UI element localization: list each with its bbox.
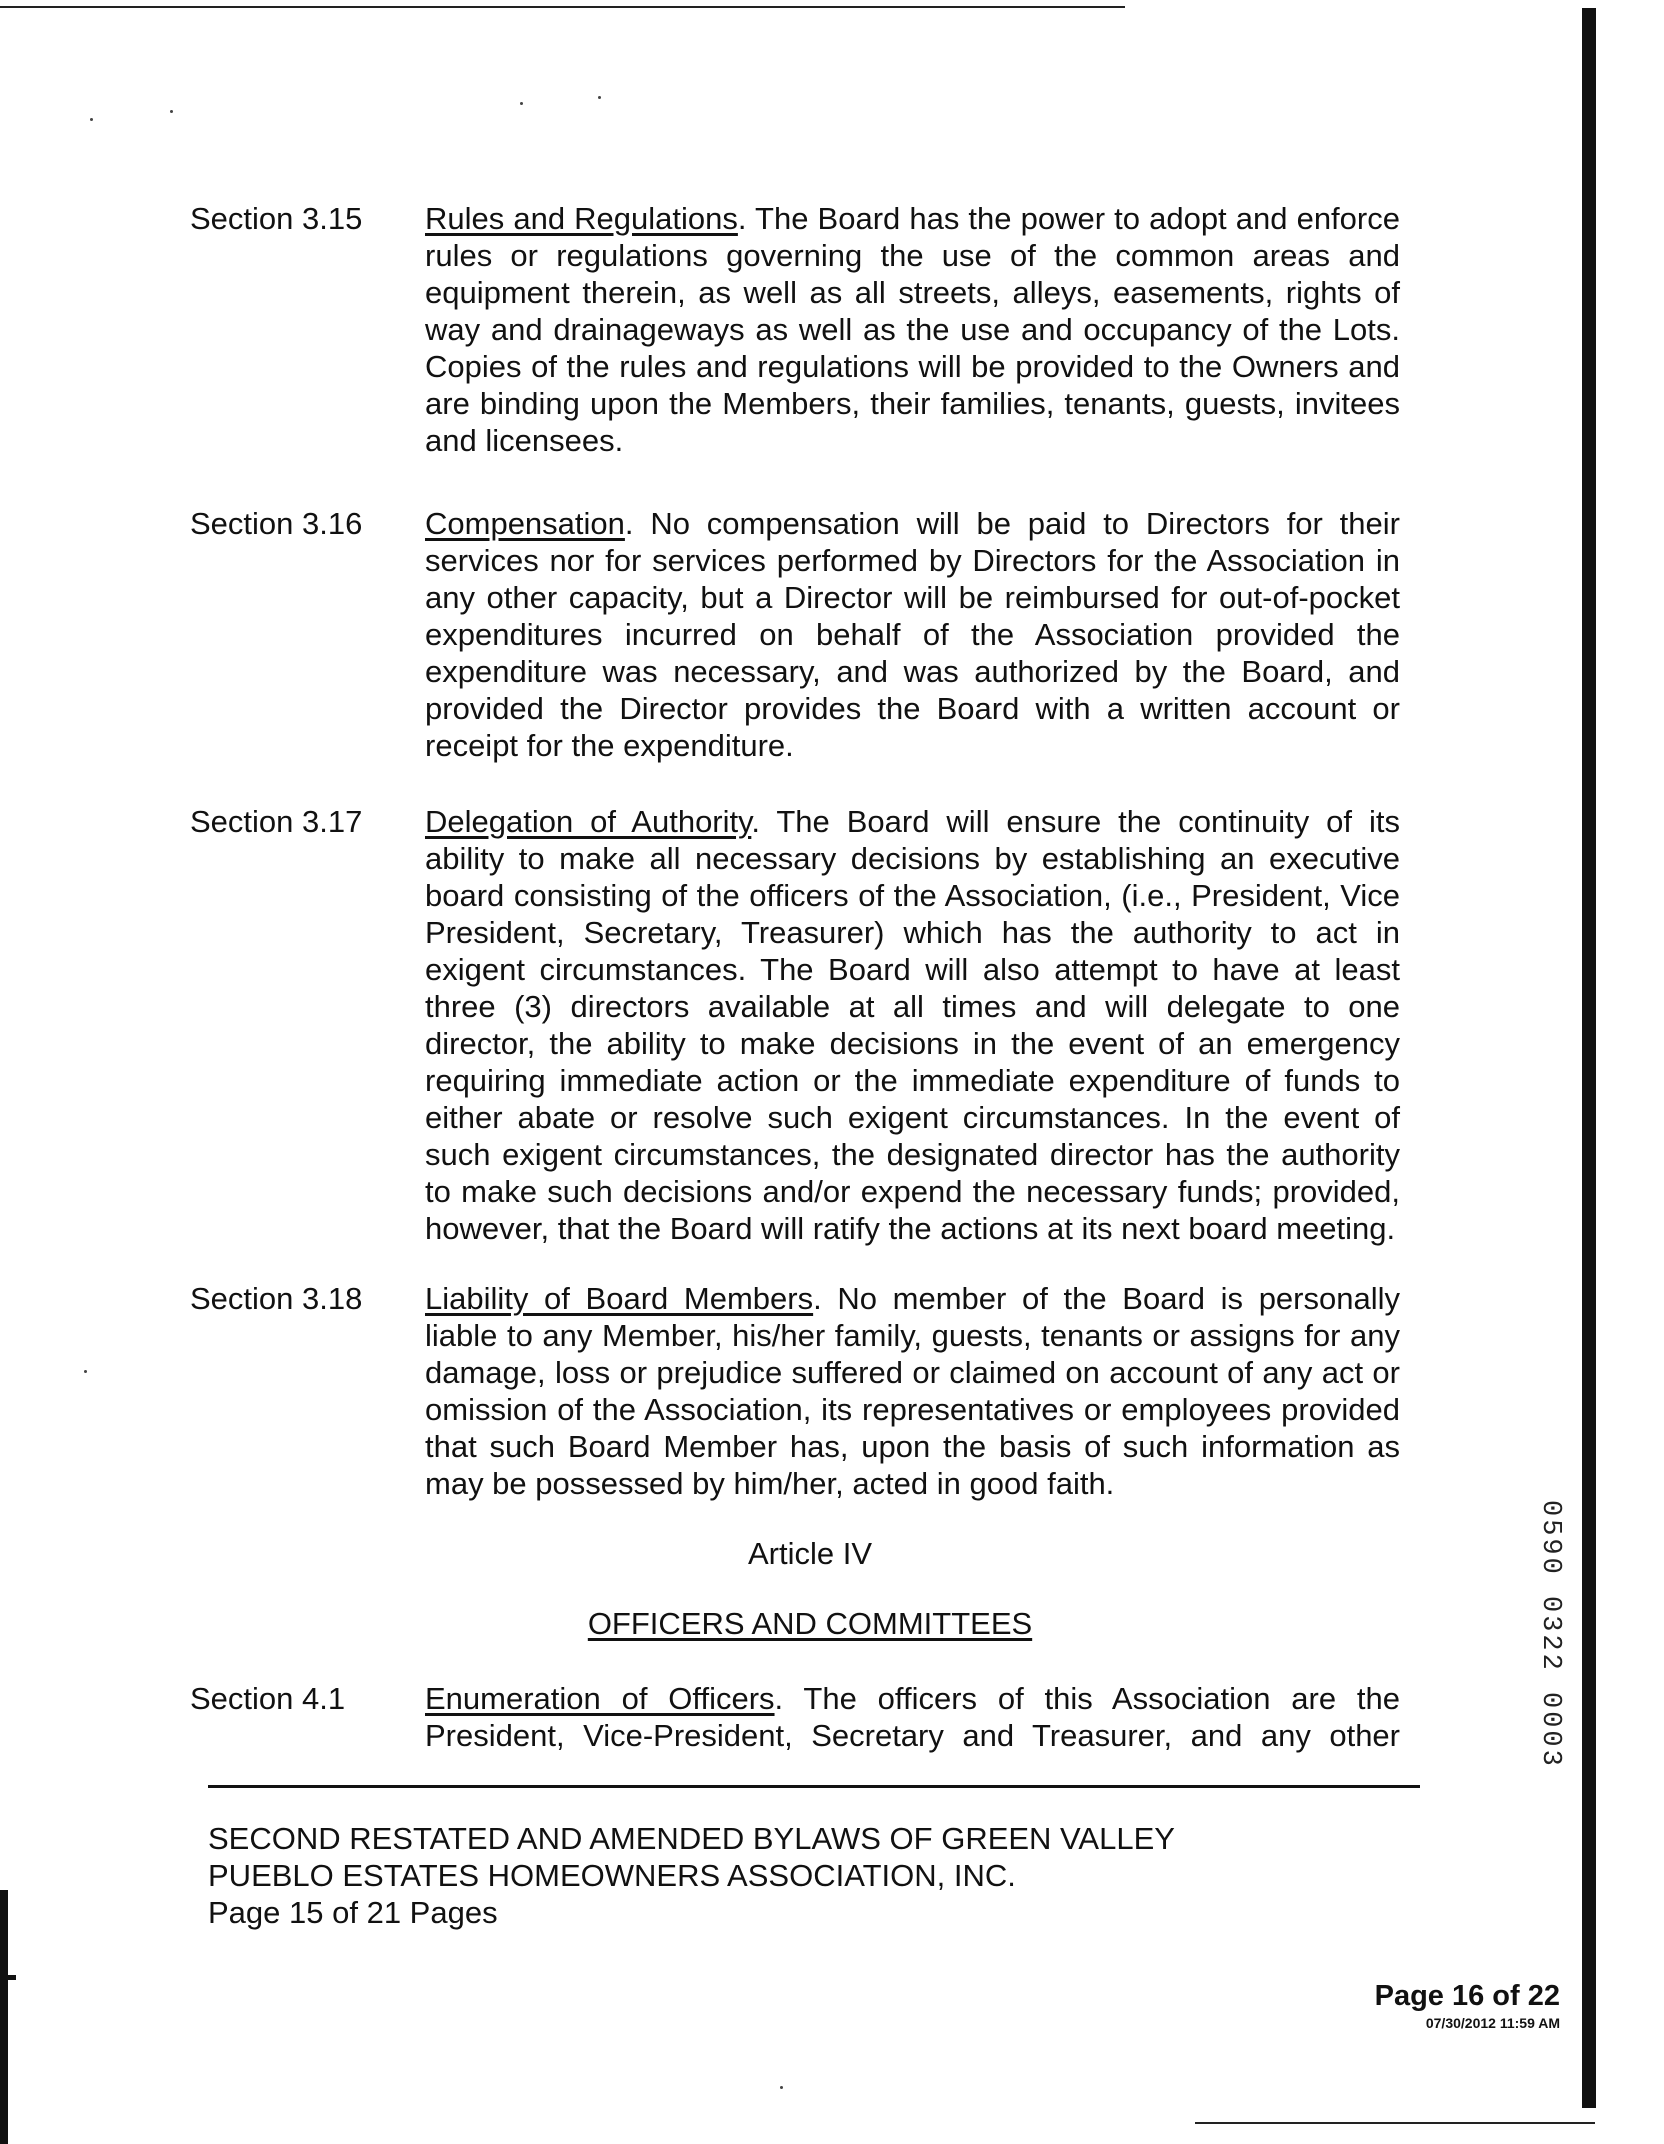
- section-body: [425, 200, 1400, 459]
- section-heading: Rules and Regulations: [425, 201, 738, 236]
- footer-page-number: Page 15 of 21 Pages: [208, 1895, 498, 1930]
- left-scan-edge: [0, 1890, 8, 2144]
- footer-rule: [208, 1785, 1420, 1788]
- scan-speck: [598, 96, 601, 99]
- section-number: Section 3.15: [190, 201, 363, 236]
- right-scan-edge: [1582, 8, 1596, 2108]
- article-heading: OFFICERS AND COMMITTEES: [587, 1606, 1033, 1641]
- fax-page-stamp: Page 16 of 22: [1374, 1980, 1560, 2012]
- bottom-scan-rule: [1195, 2122, 1595, 2124]
- scan-speck: [780, 2086, 783, 2089]
- section-number: Section 3.16: [190, 506, 363, 541]
- section-number: Section 3.17: [190, 804, 363, 839]
- section-heading: Compensation: [425, 506, 625, 541]
- section-body: [425, 803, 1400, 1247]
- recording-number-stamp: 0590 0322 0003: [1535, 1500, 1565, 1769]
- section-body: [425, 1680, 1400, 1754]
- scan-speck: [170, 110, 173, 113]
- section-number: Section 4.1: [190, 1681, 346, 1716]
- footer-title-line-1: SECOND RESTATED AND AMENDED BYLAWS OF GREEN VALLEY: [208, 1821, 1175, 1856]
- top-scan-rule: [0, 6, 1120, 8]
- section-text: . No member of the Board is personally liable to any Member, his/her family, guests, tenants or assigns for any damage, loss or prejudice suffered or claimed on account of any act or omission of the Association, its representatives or employees provided that such Board Member has, upon the basis of such information as may be possessed by him/her, acted in good faith.: [425, 1281, 1400, 1501]
- article-number: Article IV: [747, 1536, 873, 1571]
- section-heading: Delegation of Authority: [425, 804, 752, 839]
- section-body: [425, 505, 1400, 764]
- section-heading: Enumeration of Officers: [425, 1681, 775, 1716]
- footer-title-line-2: PUEBLO ESTATES HOMEOWNERS ASSOCIATION, INC.: [208, 1858, 1016, 1893]
- section-text: . The Board has the power to adopt and enforce rules or regulations governing the use of the common areas and equipment therein, as well as all streets, alleys, easements, rights of way and drainageways as well as the use and occupancy of the Lots. Copies of the rules and regulations will be provided to the Owners and are binding upon the Members, their families, tenants, guests, invitees and licensees.: [425, 201, 1400, 458]
- section-text: . The Board will ensure the continuity of its ability to make all necessary decisions by establishing an executive board consisting of the officers of the Association, (i.e., President, Vice President, Secretary, Treasurer) which has the authority to act in exigent circumstances. The Board will also attempt to have at least three (3) directors available at all times and will delegate to one director, the ability to make decisions in the event of an emergency requiring immediate action or the immediate expenditure of funds to either abate or resolve such exigent circumstances. In the event of such exigent circumstances, the designated director has the authority to make such decisions and/or expend the necessary funds; provided, however, that the Board will ratify the actions at its next board meeting.: [425, 804, 1400, 1246]
- top-scan-dash: [1085, 6, 1125, 8]
- section-heading: Liability of Board Members: [425, 1281, 814, 1316]
- left-scan-mark: [0, 1975, 16, 1980]
- scan-speck: [90, 118, 93, 121]
- section-text: . No compensation will be paid to Directors for their services nor for services performed by Directors for the Association in any other capacity, but a Director will be reimbursed for out-of-pocket expenditures incurred on behalf of the Association provided the expenditure was necessary, and was authorized by the Board, and provided the Director provides the Board with a written account or receipt for the expenditure.: [425, 506, 1400, 763]
- scan-speck: [84, 1370, 87, 1373]
- scan-speck: [520, 102, 523, 105]
- document-footer: [208, 1820, 1175, 1931]
- section-text: . The officers of this Association are the President, Vice-President, Secretary and Treasurer, and any other: [425, 1681, 1401, 1753]
- section-number: Section 3.18: [190, 1281, 363, 1316]
- section-body: [425, 1280, 1400, 1502]
- fax-date-stamp: 07/30/2012 11:59 AM: [1425, 2015, 1560, 2031]
